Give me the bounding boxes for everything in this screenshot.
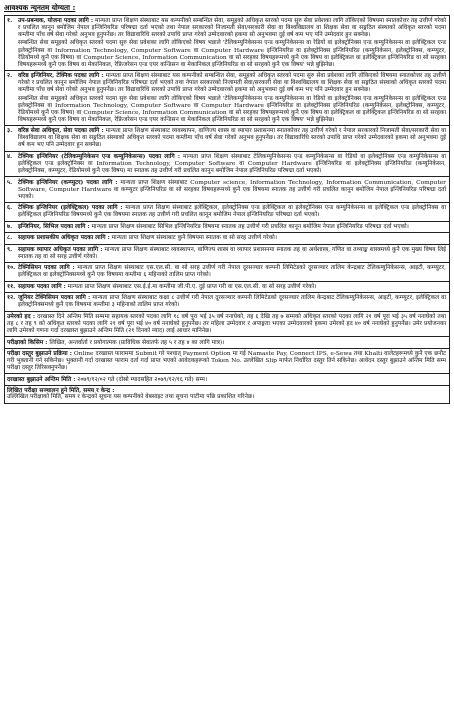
item-title: जुनियर टेक्निसियन पदका लागि :: [18, 294, 91, 302]
item-body: [18, 294, 446, 309]
item-text: मान्यता प्राप्त शिक्षण संस्थाबाट टेलिकम्युनिकेसन्स एन्ड कम्युनिकेसन्स वा रेडियो वा इलेक्ट्रोनिक्स एन्ड कम्युनिकेसन्स वा इलेक्ट्रिकल एन्ड इलेक्ट्रोनिक्स वा Information Technology, Computer Software वा Computer Hardware इन्जिनियरिङ वा इलेक्ट्रोनिक्स इन्जिनियरिङ (कम्युनिकेसन, इलेक्ट्रोनिक्स, कम्प्युटर, रेडियोमध्ये कुनै एक विषय) मा स्नातक तह उत्तीर्ण गरी प्रचलित कानून बमोजिम नेपाल इन्जिनियरिङ परिषद्मा दर्ता भएको।: [18, 153, 446, 175]
item-paragraph: [18, 204, 446, 219]
item-body: [18, 153, 446, 175]
exam-schedule-row: [5, 386, 449, 403]
item-title: वरिष्ठ सेवा अधिकृत, सेवा पदका लागि :: [18, 127, 104, 135]
item-number: २.: [7, 72, 13, 80]
qualification-item: [5, 293, 449, 311]
item-text: मान्यता प्राप्त शिक्षण संस्थाबाट इलेक्ट्रिकल, इलेक्ट्रोनिक्स एन्ड इलेक्ट्रिकल वा इलेक्ट्रोनिक्स एन्ड कम्युनिकेसन्स वा इलेक्ट्रिकल एन्ड इलेक्ट्रोनिक्स वा इलेक्ट्रिकल इन्जिनियरिङ विषयमध्ये कुनै एक विषयमा स्नातक तह उत्तीर्ण गरी प्रचलित कानून बमोजिम नेपाल इन्जिनियरिङ परिषद्मा दर्ता भएको।: [18, 205, 446, 219]
item-paragraph: [18, 40, 446, 68]
item-title: टेक्निक इन्जिनियर (कम्प्युटर) पदका लागि :: [18, 178, 118, 186]
qualification-item: [5, 263, 449, 282]
item-text: सम्बन्धित सेवा समूहको अधिकृत स्तरको पदमा सुरु सेवा प्रवेशका लागि तोकिएको विषय भन्नाले 'टेलिकम्युनिकेसन्स एन्ड कम्युनिकेसन्स वा रेडियो वा इलेक्ट्रोनिक्स एन्ड कम्युनिकेसन्स वा इलेक्ट्रिकल एन्ड इलेक्ट्रोनिक्स वा Information Technology, Computer Software वा Computer Hardware इन्जिनियरिङ वा इलेक्ट्रोनिक्स इन्जिनियरिङ (कम्युनिकेसन, इलेक्ट्रोनिक्स, कम्प्युटर, रेडियोमध्ये कुनै एक विषय) वा Computer Science, Information Communication वा सो सरहका विषयहरूमध्ये कुनै एक विषय वा इलेक्ट्रिकल वा इलेक्ट्रिकल इन्जिनियरिङ वा सो सरहका विषयहरूमध्ये कुनै एक विषय वा मेकानिकल, रेफ्रिजरेसन एन्ड एयर कन्डिसन वा मेकानिकल इन्जिनियरिङ वा सो सरहको कुनै एक विषय' भन्ने बुझिनेछ।: [18, 95, 446, 123]
item-text: मान्यता प्राप्त शिक्षण संस्थाबाट सिभिल इन्जिनियरिङ विषयमा स्नातक तह उत्तीर्ण गरी प्रचलित कानून बमोजिम नेपाल इन्जिनियरिङ परिषद्मा दर्ता भएको।: [91, 223, 409, 230]
item-body: [18, 223, 446, 231]
qualification-item: [5, 126, 449, 152]
info-list: [5, 312, 449, 386]
info-box: [4, 312, 450, 404]
item-title: टेक्निसियन पदका लागि :: [18, 264, 75, 272]
info-text: [7, 313, 446, 335]
qualification-list: [5, 16, 449, 311]
item-number: ५.: [7, 178, 13, 186]
info-text: [7, 339, 446, 347]
item-title: टेक्निक इन्जिनियर (टेलिकम्युनिकेसन एन्ड कम्युनिकेसन्स) पदका लागि :: [18, 152, 180, 160]
item-number: ४.: [7, 152, 13, 160]
item-body: [18, 246, 446, 261]
info-label: उमेरको हद :: [7, 312, 36, 320]
item-text: मान्यता प्राप्त शिक्षण संस्थाबाट कुनै विषयमा स्नातक वा सो सरह उत्तीर्ण गरेको।: [111, 235, 277, 242]
item-text: मान्यता प्राप्त शिक्षण संस्थाबाट एस.ई.ई.मा कम्तीमा जी.पी.ए. दुई प्राप्त गरी वा एस.एल.सी. वा सो सरह उत्तीर्ण गरेको।: [67, 283, 317, 290]
item-number: ११.: [7, 282, 16, 290]
info-value: २०७९/१२/०२ गते (दोस्रो म्यादसहित २०७९/१२/१६ गते) सम्म।: [77, 376, 208, 383]
qualification-item: [5, 203, 449, 222]
item-paragraph: [18, 72, 446, 94]
qualification-item: [5, 16, 449, 71]
item-paragraph: [18, 234, 446, 242]
item-text: मान्यता प्राप्त शिक्षण संस्थाबाट व्यवस्थापन, वाणिज्य शास्त्र वा व्यापार प्रशासनमा स्नातक तह वा अर्थशास्त्र, गणित वा तथ्याङ्क शास्त्रमध्ये कुनै एक मुख्य विषय लिई स्नातक तह वा सो सरह उत्तीर्ण गरेको।: [18, 246, 446, 260]
item-paragraph: [18, 127, 446, 149]
info-label: दरखास्त बुझाउने अन्तिम मिति :: [7, 375, 76, 383]
item-paragraph: [18, 223, 446, 231]
item-body: [18, 234, 446, 242]
qualification-box: [4, 15, 450, 312]
item-title: उप-प्रबन्धक, योजना पदका लागि :: [18, 17, 94, 25]
item-paragraph: [18, 17, 446, 39]
item-paragraph: [18, 294, 446, 309]
item-number: ८.: [7, 234, 13, 242]
info-row: [5, 337, 449, 348]
item-title: वरिष्ठ इन्जिनियर, टेक्निक पदका लागि :: [18, 72, 104, 80]
info-row: [5, 312, 449, 338]
item-number: १२.: [7, 294, 16, 302]
item-number: ३.: [7, 127, 13, 135]
item-body: [18, 127, 446, 149]
item-text: सम्बन्धित सेवा समूहको अधिकृत स्तरको पदमा सुरु सेवा प्रवेशका लागि तोकिएको विषय भन्नाले 'टेलिकम्युनिकेसन्स एन्ड कम्युनिकेसन्स वा रेडियो वा इलेक्ट्रोनिक्स एन्ड कम्युनिकेसन्स वा इलेक्ट्रिकल एन्ड इलेक्ट्रोनिक्स वा Information Technology, Computer Software वा Computer Hardware इन्जिनियरिङ वा इलेक्ट्रोनिक्स इन्जिनियरिङ (कम्युनिकेसन, इलेक्ट्रोनिक्स, कम्प्युटर, रेडियोमध्ये कुनै एक विषय) वा Computer Science, Information Communication वा सो सरहका विषयहरूमध्ये कुनै एक विषय वा इलेक्ट्रिकल वा इलेक्ट्रिकल इन्जिनियरिङ वा सो सरहका विषयहरूमध्ये कुनै एक विषय वा मेकानिकल, रेफ्रिजरेसन एन्ड एयर कन्डिसन वा मेकानिकल इन्जिनियरिङ वा सो सरहको कुनै एक विषय' भन्ने बुझिनेछ।: [18, 40, 446, 68]
item-paragraph: [18, 179, 446, 201]
qualification-item: [5, 222, 449, 233]
item-title: सहायक प्रशासकीय अधिकृत पदका लागि :: [18, 234, 110, 242]
qualification-item: [5, 245, 449, 264]
item-paragraph: [18, 153, 446, 175]
exam-schedule-text: उल्लिखित परीक्षाको मिति, समय र केन्द्रको सूचना यस कम्पनीको वेबसाइट तथा सूचना पाटीमा पछि प्रकाशित गरिनेछ।: [7, 394, 255, 401]
info-text: [7, 376, 446, 384]
info-value: दरखास्त दिने अन्तिम मिति सम्ममा सहायक स्तरको पदका लागि १८ वर्ष पूरा भई ३५ वर्ष ननाघेको, तह ६ देखि तह ७ सम्मको अधिकृत स्तरको पदका लागि २१ वर्ष पूरा भई ३५ वर्ष ननाघेको तथा तह ८ र तह ९ को अधिकृत स्तरको पदका लागि २१ वर्ष पूरा भई ४० वर्ष ननाघेको हुनुपर्नेछ। तर महिला उम्मेदवार र अपाङ्गता भएका उम्मेदवारको हकमा उमेरको हद ४० वर्ष ननाघेको हुनुपर्नेछ। उमेर प्रयोजनका लागि उमेरको गणना गर्दा दरखास्त बुझाउने अन्तिम मिति (२१ दिनको म्याद) लाई आधार मानिनेछ।: [7, 313, 446, 335]
info-value: लिखित, अन्तर्वार्ता र प्रयोगात्मक (प्राविधिक सेवातर्फ तह ५ र तह ४ का लागि मात्र)।: [49, 339, 225, 346]
item-title: सहायक व्यापार अधिकृत पदका लागि :: [18, 245, 103, 253]
item-text: मान्यता प्राप्त शिक्षण संस्थाबाट यस कम्पनीको सम्बन्धित सेवा, समूहको अधिकृत स्तरको पदमा सुरु सेवा प्रवेशका लागि तोकिएको विषयमा स्नातकोत्तर तह उत्तीर्ण गरेको र प्रचलित कानून बमोजिम नेपाल इन्जिनियरिङ परिषद्मा दर्ता भएको तथा नेपाल सरकारको निजामती सेवा/सरकारी सेवा वा विश्वविद्यालय वा शिक्षक सेवा वा सङ्गठित संस्थाको अधिकृत स्तरको पदमा कम्तीमा पाँच वर्ष सेवा गरेको अनुभव हुनुपर्नेछ। तर विद्यावारिधि स्तरको उपाधि प्राप्त गरेको उम्मेदवारको हकमा सो अनुभवमा दुई वर्ष कम भए पनि उम्मेदवार हुन सक्नेछ।: [18, 73, 447, 94]
item-body: [18, 264, 446, 279]
info-row: [5, 374, 449, 385]
item-title: टेक्निक इन्जिनियर (इलेक्ट्रिकल) पदका लागि :: [18, 204, 123, 212]
item-text: मान्यता प्राप्त शिक्षण संस्थाबाट एस.एल.सी. वा सो सरह उत्तीर्ण गरी नेपाल दूरसञ्चार कम्पनी लिमिटेडको दूरसञ्चार तालिम केन्द्रबाट टेलिकम्युनिकेसन्स, आइटी, कम्प्युटर, इलेक्ट्रिकल वा इलेक्ट्रोनिक्समध्ये कुनै एक विषयमा कम्तीमा ६ महिनाको तालिम प्राप्त गरेको।: [18, 265, 446, 279]
item-title: इन्जिनियर, सिभिल पदका लागि :: [18, 222, 90, 230]
info-row: [5, 349, 449, 375]
item-paragraph: [18, 246, 446, 261]
info-label: परीक्षाको किसिम :: [7, 338, 48, 346]
qualification-item: [5, 233, 449, 244]
item-text: मान्यता प्राप्त शिक्षण संस्थाबाट व्यवस्थापन, वाणिज्य शास्त्र वा व्यापार प्रशासनमा स्नातकोत्तर तह उत्तीर्ण गरेको र नेपाल सरकारको निजामती सेवा/सरकारी सेवा वा विश्वविद्यालय वा शिक्षक सेवा वा सङ्गठित संस्थाको अधिकृत स्तरको पदमा कम्तीमा पाँच वर्ष सेवा गरेको अनुभव हुनुपर्नेछ। तर विद्यावारिधि स्तरको उपाधि प्राप्त गरेको उम्मेदवारको हकमा सो अनुभवमा दुई वर्ष कम भए पनि उम्मेदवार हुन सक्नेछ।: [18, 128, 446, 149]
item-paragraph: [18, 283, 446, 291]
qualification-item: [5, 177, 449, 203]
item-text: मान्यता प्राप्त शिक्षण संस्थाबाट यस कम्पनीको सम्बन्धित सेवा, समूहको अधिकृत स्तरको पदमा सुरु सेवा प्रवेशका लागि तोकिएको विषयमा स्नातकोत्तर तह उत्तीर्ण गरेको र प्रचलित कानून बमोजिम नेपाल इन्जिनियरिङ परिषद्मा दर्ता भएको तथा नेपाल सरकारको निजामती सेवा/सरकारी सेवा वा विश्वविद्यालय वा शिक्षक सेवा वा सङ्गठित संस्थाको अधिकृत स्तरको पदमा कम्तीमा पाँच वर्ष सेवा गरेको अनुभव हुनुपर्नेछ। तर विद्यावारिधि स्तरको उपाधि प्राप्त गरेको उम्मेदवारको हकमा सो अनुभवमा दुई वर्ष कम भए पनि उम्मेदवार हुन सक्नेछ।: [18, 18, 447, 39]
item-body: [18, 179, 446, 201]
item-number: १०.: [7, 264, 16, 272]
item-number: ९.: [7, 245, 13, 253]
item-body: [18, 283, 446, 291]
item-number: १.: [7, 17, 13, 25]
item-number: ७.: [7, 222, 13, 230]
item-text: मान्यता प्राप्त शिक्षण संस्थाबाट Computer science, Information Technology, Information Communication, Computer Software, Computer Hardware वा कम्प्युटर इन्जिनियरिङ वा सो सरहका विषयहरूमध्ये कुनै एक विषयमा स्नातक तह उत्तीर्ण गरी प्रचलित कानून बमोजिम नेपाल इन्जिनियरिङ परिषद्मा दर्ता भएको।: [18, 179, 446, 200]
item-body: [18, 72, 446, 124]
item-body: [18, 204, 446, 219]
exam-schedule-label: लिखित परीक्षा सञ्चालन हुने मिति, समय र केन्द्र :: [7, 387, 115, 395]
info-value: Online दरखास्त फाराममा Submit गरे पश्चात् Payment Option मा गई Namaste Pay, Connect IPS, e-Sewa तथा Khalti वालेटहरूमध्ये कुनै एक छनौट गरी भुक्तानी गर्न सकिनेछ। भुक्तानी गर्दा दरखास्त फाराम दर्ता गर्दा प्राप्त भएको आवेदकहरूको Token No. उल्लेखित Slip मार्फत निर्धारित दस्तुर तिर्न सकिनेछ। आवेदन दस्तुर बुझाउने अन्तिम मिति सम्म परीक्षा दस्तुर तिरिसक्नुपर्नेछ।: [7, 351, 446, 372]
item-paragraph: [18, 96, 446, 124]
qualification-item: [5, 282, 449, 293]
section-heading: आवश्यक न्यूनतम योग्यता :: [4, 3, 76, 12]
qualification-item: [5, 71, 449, 126]
item-text: मान्यता प्राप्त शिक्षण संस्थाबाट कक्षा ८ उत्तीर्ण गरी नेपाल दूरसञ्चार कम्पनी लिमिटेडको दूरसञ्चार तालिम केन्द्रबाट टेलिकम्युनिकेसन्स, आइटी, कम्प्युटर, इलेक्ट्रिकल वा इलेक्ट्रोनिक्समध्ये कुनै एक विषयमा कम्तीमा ३ महिनाको तालिम प्राप्त गरेको।: [18, 295, 446, 309]
info-label: परीक्षा दस्तुर बुझाउने प्रक्रिया :: [7, 350, 72, 357]
item-title: सहायक पदका लागि :: [18, 282, 66, 290]
qualification-item: [5, 152, 449, 178]
item-body: [18, 17, 446, 69]
item-number: ६.: [7, 204, 13, 212]
item-paragraph: [18, 264, 446, 279]
info-text: [7, 350, 446, 372]
